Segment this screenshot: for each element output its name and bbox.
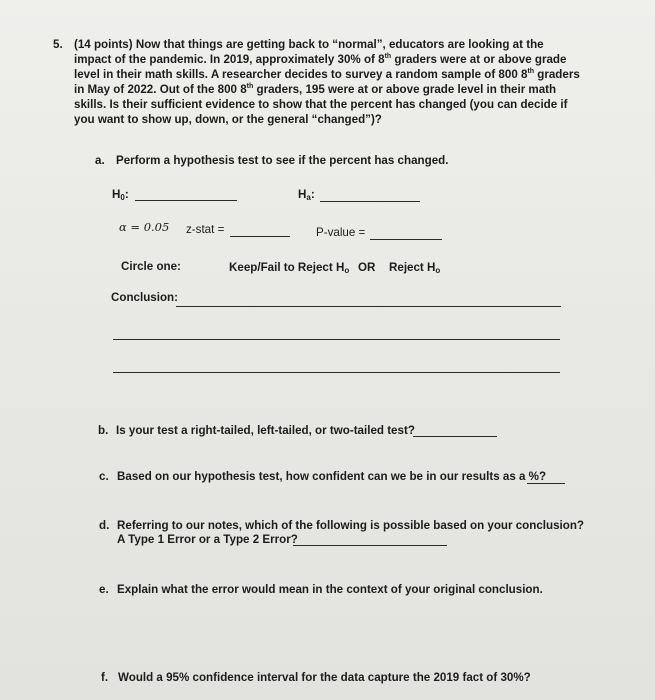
- conclusion-line-2[interactable]: [113, 339, 560, 340]
- ha-subscript: a: [306, 193, 311, 202]
- question-line-2-a: impact of the pandemic. In 2019, approximately 30% of 8: [74, 53, 385, 66]
- question-line-2: [74, 52, 566, 67]
- question-line-5: skills. Is their sufficient evidence to show that the percent has changed (you can decide if: [74, 98, 568, 111]
- question-line-3-a: level in their math skills. A researcher decides to survey a random sample of 800 8: [74, 68, 528, 81]
- part-d-answer-line[interactable]: [293, 545, 447, 546]
- h0-letter: H: [112, 188, 121, 201]
- circle-one-label: Circle one:: [121, 260, 181, 273]
- choice-keep[interactable]: [229, 260, 349, 276]
- part-c-letter: c.: [99, 470, 109, 483]
- conclusion-label: Conclusion:: [111, 291, 178, 304]
- choice-or: OR: [358, 261, 376, 274]
- question-line-4: [74, 82, 556, 97]
- ha-label: Ha:: [298, 188, 315, 202]
- part-d-line-2: A Type 1 Error or a Type 2 Error?: [117, 533, 298, 546]
- zstat-label: z-stat =: [186, 223, 225, 236]
- choice-keep-sub: o: [344, 266, 350, 275]
- choice-reject[interactable]: [389, 260, 440, 276]
- part-b-text: Is your test a right-tailed, left-tailed, or two-tailed test?: [116, 424, 415, 437]
- question-line-4-b: graders, 195 were at or above grade level in their math: [253, 83, 557, 96]
- part-e-letter: e.: [99, 583, 109, 596]
- zstat-answer-line[interactable]: [230, 236, 290, 237]
- part-b-letter: b.: [98, 424, 109, 437]
- part-c-text: Based on our hypothesis test, how confident can we be in our results as a %?: [117, 470, 547, 483]
- part-b-answer-line[interactable]: [413, 436, 497, 437]
- part-a-prompt: Perform a hypothesis test to see if the percent has changed.: [116, 154, 449, 167]
- h0-answer-line[interactable]: [135, 200, 237, 201]
- question-line-3-b: graders: [534, 68, 580, 81]
- question-line-2-b: graders were at or above grade: [391, 53, 567, 66]
- part-a-letter: a.: [95, 154, 105, 167]
- choice-reject-text: Reject H: [389, 261, 436, 274]
- sup-th: th: [246, 83, 254, 90]
- ha-letter: H: [298, 188, 307, 201]
- part-d-letter: d.: [99, 519, 110, 532]
- h0-label: H0:: [112, 188, 129, 202]
- choice-keep-text: Keep/Fail to Reject H: [229, 261, 345, 274]
- choice-reject-sub: o: [435, 266, 441, 275]
- part-f-letter: f.: [101, 671, 109, 684]
- part-c-answer-line[interactable]: [527, 483, 565, 484]
- h0-subscript: 0: [120, 193, 125, 202]
- alpha-value: α = 0.05: [119, 220, 170, 234]
- conclusion-line-1[interactable]: [176, 306, 561, 307]
- ha-answer-line[interactable]: [320, 201, 420, 202]
- pvalue-label: P-value =: [316, 226, 366, 239]
- question-line-6: you want to show up, down, or the general “changed”)?: [74, 113, 382, 126]
- conclusion-line-3[interactable]: [113, 372, 560, 373]
- question-line-4-a: in May of 2022. Out of the 800 8: [74, 83, 247, 96]
- sup-th: th: [527, 68, 535, 75]
- sup-th: th: [384, 53, 392, 60]
- part-f-text: Would a 95% confidence interval for the data capture the 2019 fact of 30%?: [118, 671, 531, 684]
- part-e-text: Explain what the error would mean in the context of your original conclusion.: [117, 583, 543, 596]
- question-line-3: [74, 67, 580, 82]
- question-line-1: (14 points) Now that things are getting back to “normal”, educators are looking at the: [74, 38, 544, 51]
- pvalue-answer-line[interactable]: [370, 239, 442, 240]
- question-number: 5.: [53, 38, 63, 51]
- part-d-line-1: Referring to our notes, which of the following is possible based on your conclusion?: [117, 519, 584, 532]
